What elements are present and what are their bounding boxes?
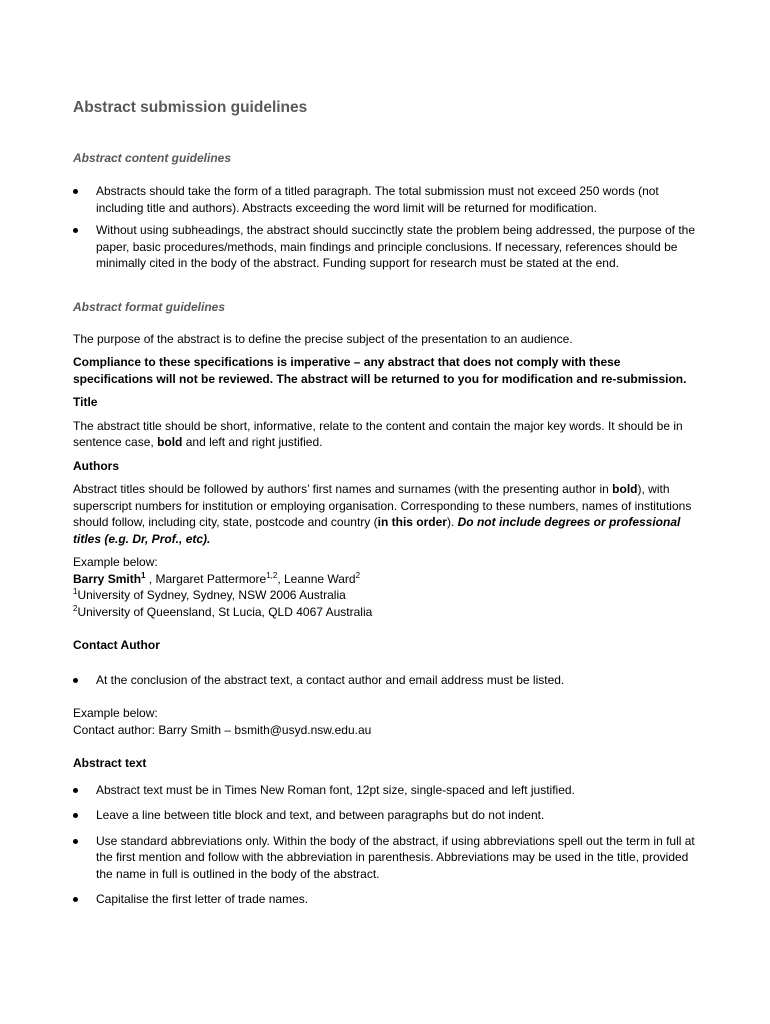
bullet-icon [73,813,78,818]
abstract-text-heading: Abstract text [73,756,147,770]
format-guidelines-heading: Abstract format guidelines [73,299,226,314]
list-item: At the conclusion of the abstract text, a contact author and email address must be listed. [73,672,698,689]
title-section-text: The abstract title should be short, informative, relate to the content and contain the major key words. It should be in sentence case, bold and left and right justified. [73,418,683,449]
contact-example-label: Example below: [73,706,158,720]
list-item: Abstracts should take the form of a titled paragraph. The total submission must not exceed 250 words (not including title and authors). Abstracts exceeding the word limit will be returned for modification. [73,183,698,216]
bullet-icon [73,897,78,902]
list-item: Leave a line between title block and text, and between paragraphs but do not indent. [73,807,698,824]
list-item: Use standard abbreviations only. Within the body of the abstract, if using abbreviations spell out the term in full at the first mention and follow with the abbreviation in parenthesis. Abbreviations may be used in the title, provided the name in full is outlined in the body of the abstract. [73,833,698,883]
contact-list [73,672,698,689]
page-title: Abstract submission guidelines [73,99,308,116]
document-page [73,96,698,908]
abstract-text-list [73,782,698,908]
bullet-icon [73,189,78,194]
list-item: Abstract text must be in Times New Roman font, 12pt size, single-spaced and left justified. [73,782,698,799]
authors-section-heading: Authors [73,458,119,473]
contact-example: Contact author: Barry Smith – bsmith@usyd.nsw.edu.au [73,722,372,737]
institution-line-2: $^2$University of Queensland, St Lucia, QLD 4067 Australia [73,603,373,619]
bullet-icon [73,228,78,233]
contact-section-heading: Contact Author [73,638,160,652]
authors-example-label: Example below: [73,555,158,569]
format-intro: The purpose of the abstract is to define the precise subject of the presentation to an audience. [73,331,573,346]
content-guidelines-list [73,183,698,272]
list-item: Capitalise the first letter of trade names. [73,891,698,908]
compliance-notice: Compliance to these specifications is imperative – any abstract that does not comply with these specifications will not be reviewed. The abstract will be returned to you for modification and re-submission. [73,355,687,386]
authors-section-text: Abstract titles should be followed by authors’ first names and surnames (with the presenting author in bold), with superscript numbers for institution or employing organisation. Corresponding to these numbers, names of institutions should follow, including city, state, postcode and country (in this order). Do not include degrees or professional titles (e.g. Dr, Prof., etc). [73,482,692,546]
authors-example-line: Barry Smith$^1$ , Margaret Pattermore$^{1,2}$, Leanne Ward$^2$ [73,570,361,586]
title-section-heading: Title [73,395,98,409]
institution-line-1: $^1$University of Sydney, Sydney, NSW 2006 Australia [73,587,346,602]
content-guidelines-heading: Abstract content guidelines [73,151,232,165]
list-item: Without using subheadings, the abstract should succinctly state the problem being addressed, the purpose of the paper, basic procedures/methods, main findings and principle conclusions. If necessary, references should be minimally cited in the body of the abstract. Funding support for research must be stated at the end. [73,222,698,272]
bullet-icon [73,788,78,793]
bullet-icon [73,678,78,683]
bullet-icon [73,839,78,844]
